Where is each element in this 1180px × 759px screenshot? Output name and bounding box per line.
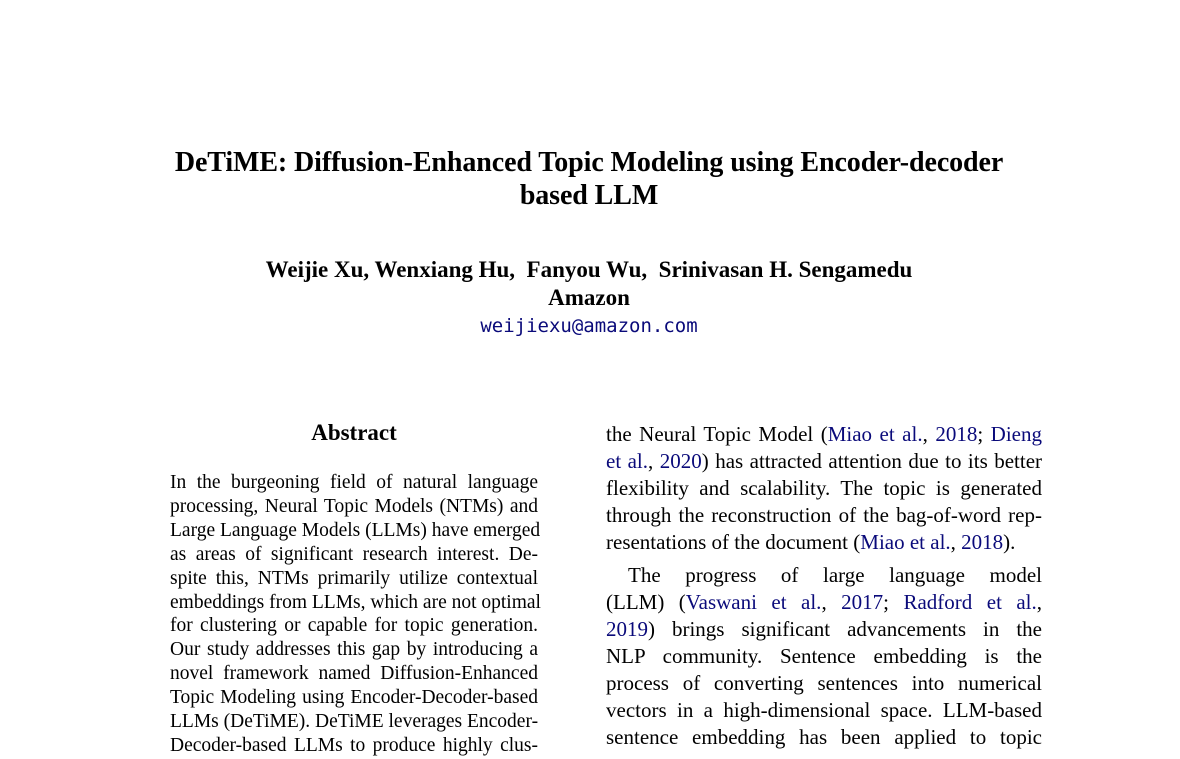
body-line <box>606 529 1042 556</box>
body-text: resentations of the document ( <box>606 530 861 554</box>
body-line: through the reconstruction of the bag-of-word rep- <box>606 503 1042 527</box>
abstract-line: In the burgeoning field of natural language <box>170 472 538 493</box>
body-line <box>606 448 1042 475</box>
citation-link[interactable]: Radford et al. <box>903 590 1037 614</box>
abstract-line: Topic Modeling using Encoder-Decoder-based <box>170 687 538 708</box>
body-line: flexibility and scalability. The topic is generated <box>606 476 1042 500</box>
citation-link[interactable]: Vaswani et al. <box>685 590 822 614</box>
body-line: vectors in a high-dimensional space. LLM-based <box>606 698 1042 722</box>
abstract-line: processing, Neural Topic Models (NTMs) and <box>170 496 538 517</box>
body-text: ; <box>977 422 991 446</box>
paper-title-line-1: DeTiME: Diffusion-Enhanced Topic Modeling using Encoder-decoder <box>174 147 1004 178</box>
body-text: (LLM) ( <box>606 590 686 614</box>
body-text: , <box>1036 590 1043 614</box>
paper-title-line-2: based LLM <box>519 180 659 211</box>
abstract-line: Our study addresses this gap by introducing a <box>170 639 538 660</box>
abstract-line: as areas of significant research interest. De- <box>170 544 538 565</box>
abstract-line: Decoder-based LLMs to produce highly clus- <box>170 735 538 756</box>
body-text: , <box>821 590 842 614</box>
body-text: ) brings significant advancements in the <box>648 617 1042 641</box>
abstract-heading: Abstract <box>311 420 397 445</box>
body-text: ; <box>883 590 904 614</box>
abstract-line: for clustering or capable for topic generation. <box>170 615 538 636</box>
body-line <box>606 616 1042 643</box>
citation-link[interactable]: 2018 <box>961 530 1004 554</box>
abstract-line: LLMs (DeTiME). DeTiME leverages Encoder- <box>170 711 539 732</box>
citation-link[interactable]: 2018 <box>935 422 978 446</box>
body-line: sentence embedding has been applied to topic <box>606 725 1042 749</box>
body-line <box>606 589 1042 616</box>
citation-link[interactable]: 2020 <box>659 449 702 473</box>
abstract-line: novel framework named Diffusion-Enhanced <box>170 663 538 684</box>
body-line: process of converting sentences into numerical <box>606 671 1042 695</box>
abstract-line: embeddings from LLMs, which are not optimal <box>170 592 541 613</box>
author-email-link[interactable]: weijiexu@amazon.com <box>480 315 698 337</box>
citation-link[interactable]: Dieng <box>990 422 1042 446</box>
body-text: , <box>950 530 962 554</box>
citation-link[interactable]: 2019 <box>606 617 648 641</box>
affiliation: Amazon <box>548 285 630 310</box>
body-text: , <box>648 449 660 473</box>
citation-link[interactable]: Miao et al. <box>827 422 923 446</box>
abstract-line: spite this, NTMs primarily utilize contextual <box>170 568 538 589</box>
citation-link[interactable]: 2017 <box>841 590 884 614</box>
body-text: , <box>922 422 936 446</box>
paper-title <box>130 146 1048 212</box>
abstract-line: Large Language Models (LLMs) have emerged <box>170 520 541 541</box>
citation-link[interactable]: Miao et al. <box>860 530 951 554</box>
body-text: the Neural Topic Model ( <box>606 422 828 446</box>
citation-link[interactable]: et al. <box>606 449 649 473</box>
body-line: The progress of large language model <box>628 563 1042 587</box>
body-line <box>606 421 1042 448</box>
body-text: ) has attracted attention due to its better <box>701 449 1043 473</box>
body-text: ). <box>1003 530 1016 554</box>
author-list: Weijie Xu, Wenxiang Hu, Fanyou Wu, Srinivasan H. Sengamedu <box>265 257 913 282</box>
body-line: NLP community. Sentence embedding is the <box>606 644 1042 668</box>
